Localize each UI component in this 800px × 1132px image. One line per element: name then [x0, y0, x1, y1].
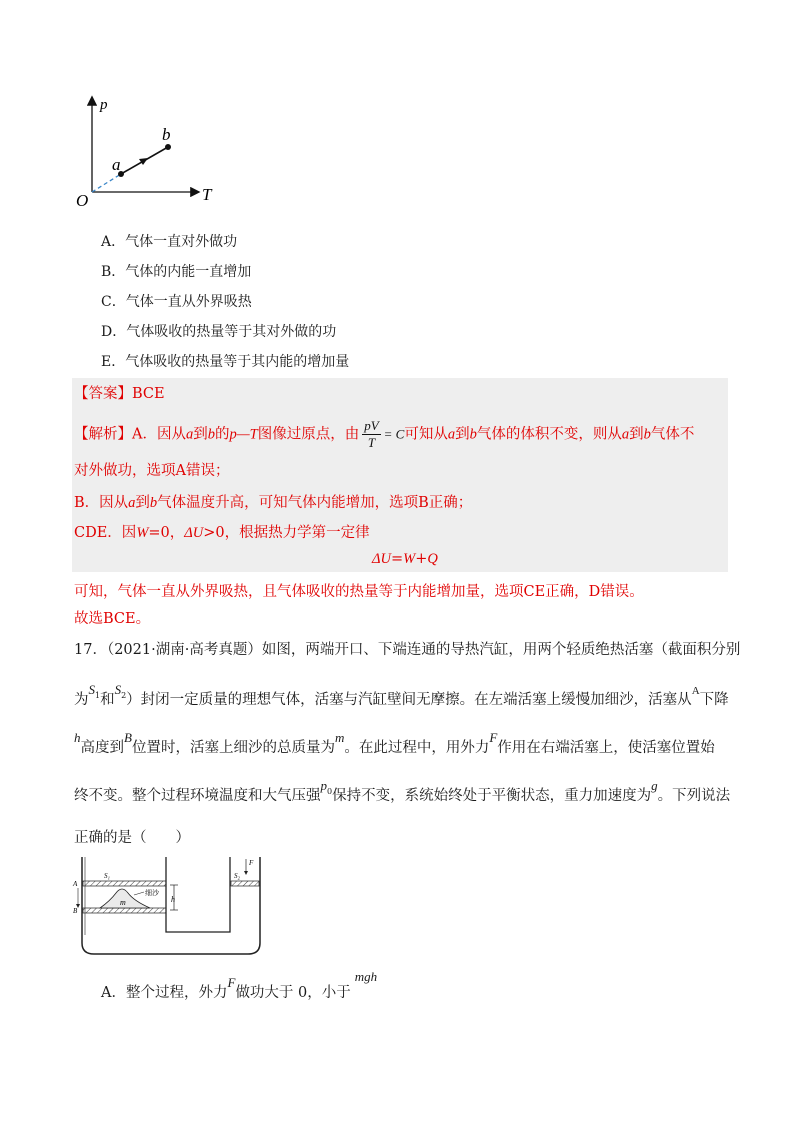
q17-line-2: 为$S^1$和$S^2$）封闭一定质量的理想气体，活塞与汽缸壁间无摩擦。在左端活塞上缓慢加细沙，活塞从$^A$下降: [74, 682, 729, 708]
s1-label: S₁: [104, 872, 110, 880]
point-b: [165, 144, 171, 150]
left-tube-wall: [166, 857, 230, 932]
option-c: C．气体一直从外界吸热: [101, 294, 252, 310]
answer-tag: 【答案】: [74, 386, 132, 402]
q17-line-5: 正确的是（ ）: [74, 830, 190, 846]
answer-line: [74, 383, 165, 405]
analysis-line-4: CDE．因W=0，ΔU>0，根据热力学第一定律: [74, 525, 370, 541]
force-arrow-icon: [244, 871, 248, 875]
answer-value: BCE: [132, 386, 165, 402]
analysis-tag: 【解析】: [74, 426, 132, 443]
dashed-extension: [92, 174, 121, 192]
sand-label: 细沙: [145, 889, 159, 897]
b-label: b: [162, 125, 171, 144]
q17-line-4: 终不变。整个过程环境温度和大气压强$p^0$保持不变，系统始终处于平衡状态，重力加速度为g。下列说法: [74, 778, 731, 804]
analysis-line-6: 可知，气体一直从外界吸热，且气体吸收的热量等于内能增加量，选项CE正确，D错误。: [74, 584, 644, 600]
first-law-formula: ΔU=W+Q: [372, 551, 438, 567]
q17-option-a: A．整个过程，外力F做功大于 0，小于mgh: [101, 969, 378, 1001]
b-position-label: B: [73, 907, 78, 915]
t-label: T: [202, 185, 212, 204]
q17-line-3: h高度到B位置时，活塞上细沙的总质量为m。在此过程中，用外力F作用在右端活塞上，使活塞位置始: [74, 730, 715, 756]
analysis-line-3: B．因从a到b气体温度升高，可知气体内能增加，选项B正确；: [74, 495, 473, 511]
sand-mass-label: m: [120, 898, 126, 907]
a-position-label: A: [73, 880, 78, 888]
s2-label: S₂: [234, 872, 240, 880]
p-T-graph: [70, 92, 230, 214]
f-label: F: [249, 859, 254, 867]
h-label: h: [171, 895, 175, 904]
option-d: D．气体吸收的热量等于其对外做的功: [101, 324, 337, 340]
analysis-line-1: 【解析】A．因从a到b的p—T图像过原点，由 $\frac{pV}{T}$ = C可知从a到b气体的体积不变，则从a到b气体不: [74, 418, 695, 450]
option-b: B．气体的内能一直增加: [101, 264, 252, 280]
analysis-line-7: 故选BCE。: [74, 611, 151, 627]
piston-b-position: [83, 908, 166, 913]
p-label: p: [100, 97, 108, 113]
option-e: E．气体吸收的热量等于其内能的增加量: [101, 354, 350, 370]
sand-pointer: [134, 892, 144, 895]
o-label: O: [76, 191, 89, 210]
pv-over-t-fraction: $\frac{pV}{T}$: [364, 418, 379, 450]
q17-line-1: 17．（2021·湖南·高考真题）如图，两端开口、下端连通的导热汽缸，用两个轻质绝热活塞（截面积分别: [74, 642, 741, 658]
option-a: A．气体一直对外做功: [101, 234, 238, 250]
a-label: a: [112, 155, 121, 174]
analysis-line-2: 对外做功，选项A错误；: [74, 463, 230, 479]
piston-a-position: [83, 881, 166, 886]
process-arrow-icon: [139, 158, 148, 165]
cylinder-figure: [70, 855, 270, 957]
right-piston: [231, 881, 259, 886]
